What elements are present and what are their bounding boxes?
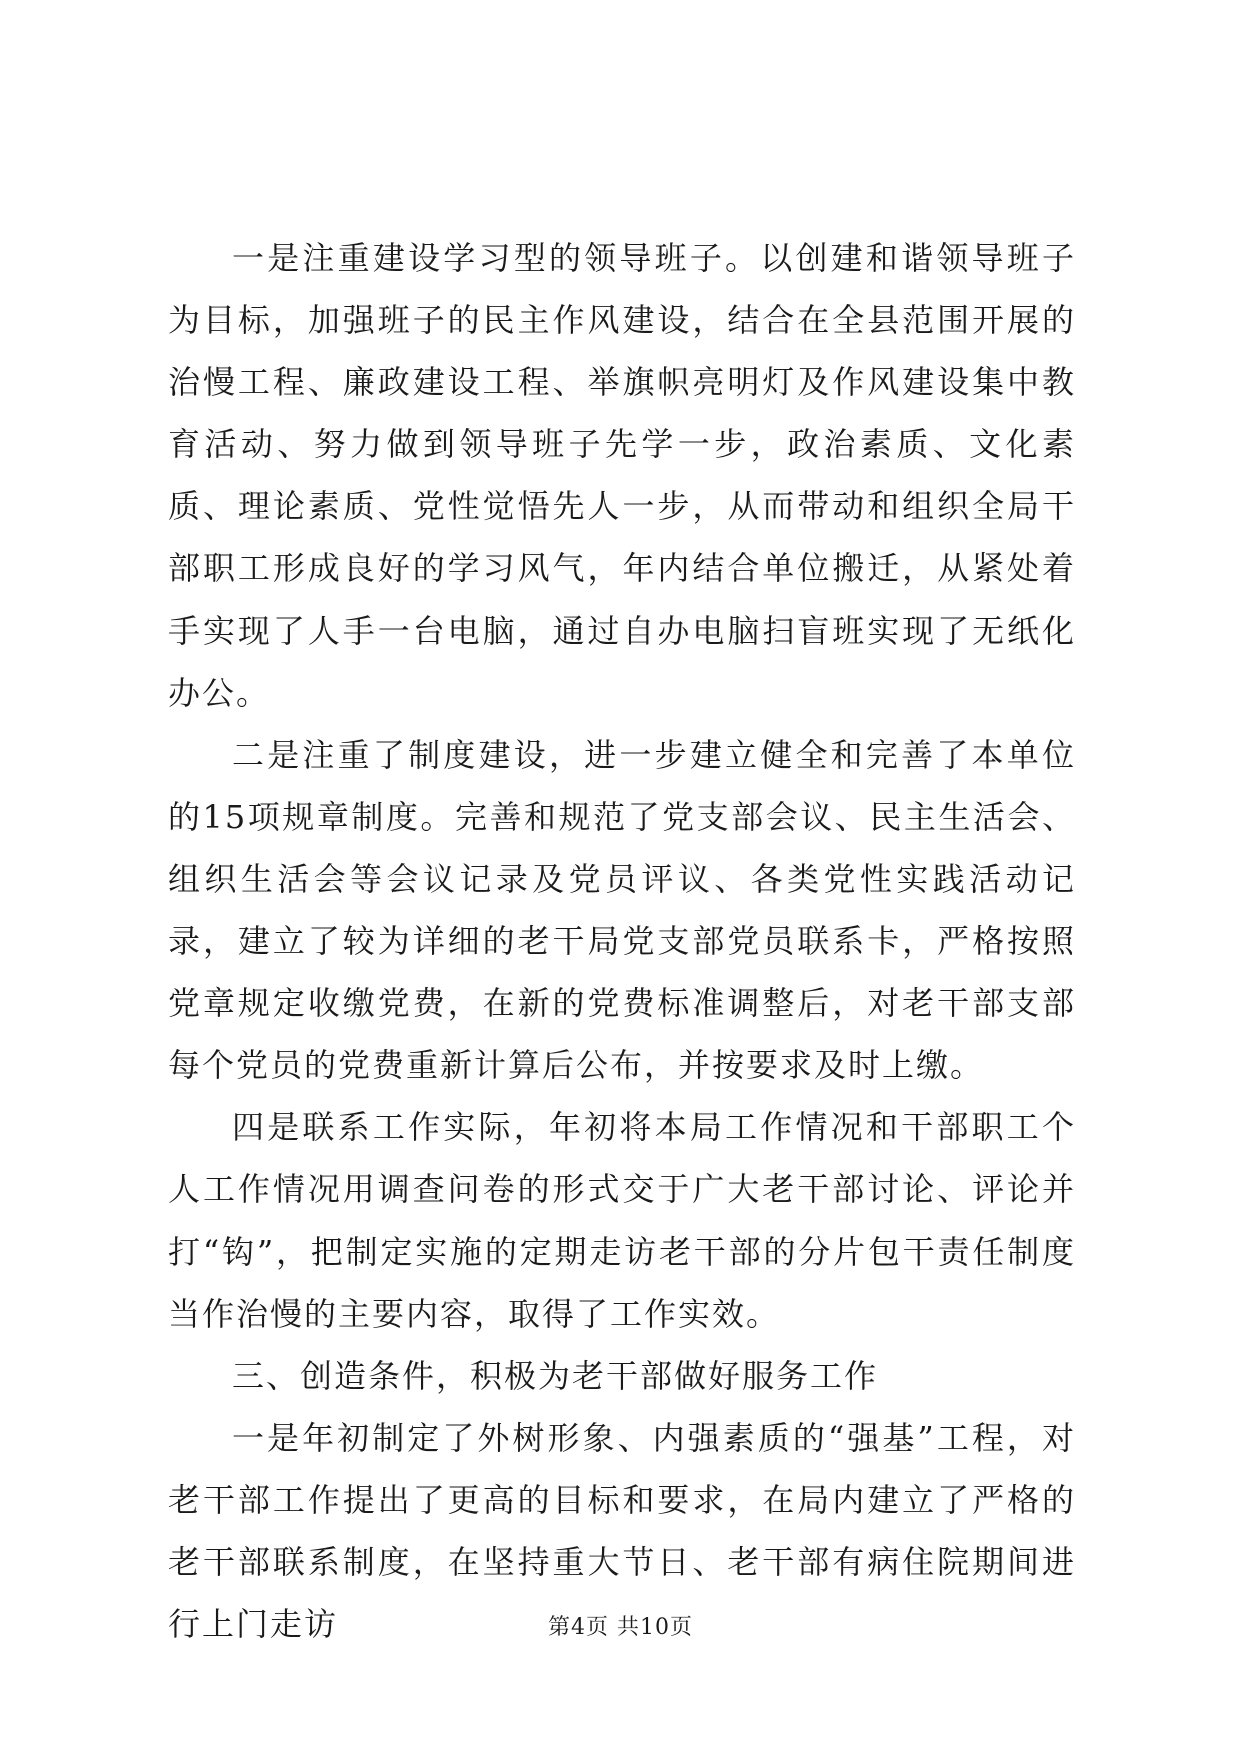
page-number-footer: 第4页 共10页 [548,1615,693,1640]
paragraph-study-leadership: 一是注重建设学习型的领导班子。以创建和谐领导班子为目标，加强班子的民主作风建设，结合在全县范围开展的治慢工程、廉政建设工程、举旗帜亮明灯及作风建设集中教育活动、努力做到领导班子先学一步，政治素质、文化素质、理论素质、党性觉悟先人一步，从而带动和组织全局干部职工形成良好的学习风气，年内结合单位搬迁，从紧处着手实现了人手一台电脑，通过自办电脑扫盲班实现了无纸化办公。 [168,239,1076,712]
section-heading-services: 三、创造条件，积极为老干部做好服务工作 [232,1356,879,1395]
paragraph-strong-base: 一是年初制定了外树形象、内强素质的“强基”工程，对老干部工作提出了更高的目标和要求，在局内建立了严格的老干部联系制度，在坚持重大节日、老干部有病住院期间进行上门走访 [168,1418,1076,1644]
paragraph-system-building: 二是注重了制度建设，进一步建立健全和完善了本单位的15项规章制度。完善和规范了党支部会议、民主生活会、组织生活会等会议记录及党员评议、各类党性实践活动记录，建立了较为详细的老干局党支部党员联系卡，严格按照党章规定收缴党费，在新的党费标准调整后，对老干部支部每个党员的党费重新计算后公布，并按要求及时上缴。 [168,735,1076,1085]
paragraph-work-practice: 四是联系工作实际，年初将本局工作情况和干部职工个人工作情况用调查问卷的形式交于广大老干部讨论、评论并打“钩”，把制定实施的定期走访老干部的分片包干责任制度当作治慢的主要内容，取得了工作实效。 [168,1108,1076,1333]
body-text [168,227,1076,1655]
